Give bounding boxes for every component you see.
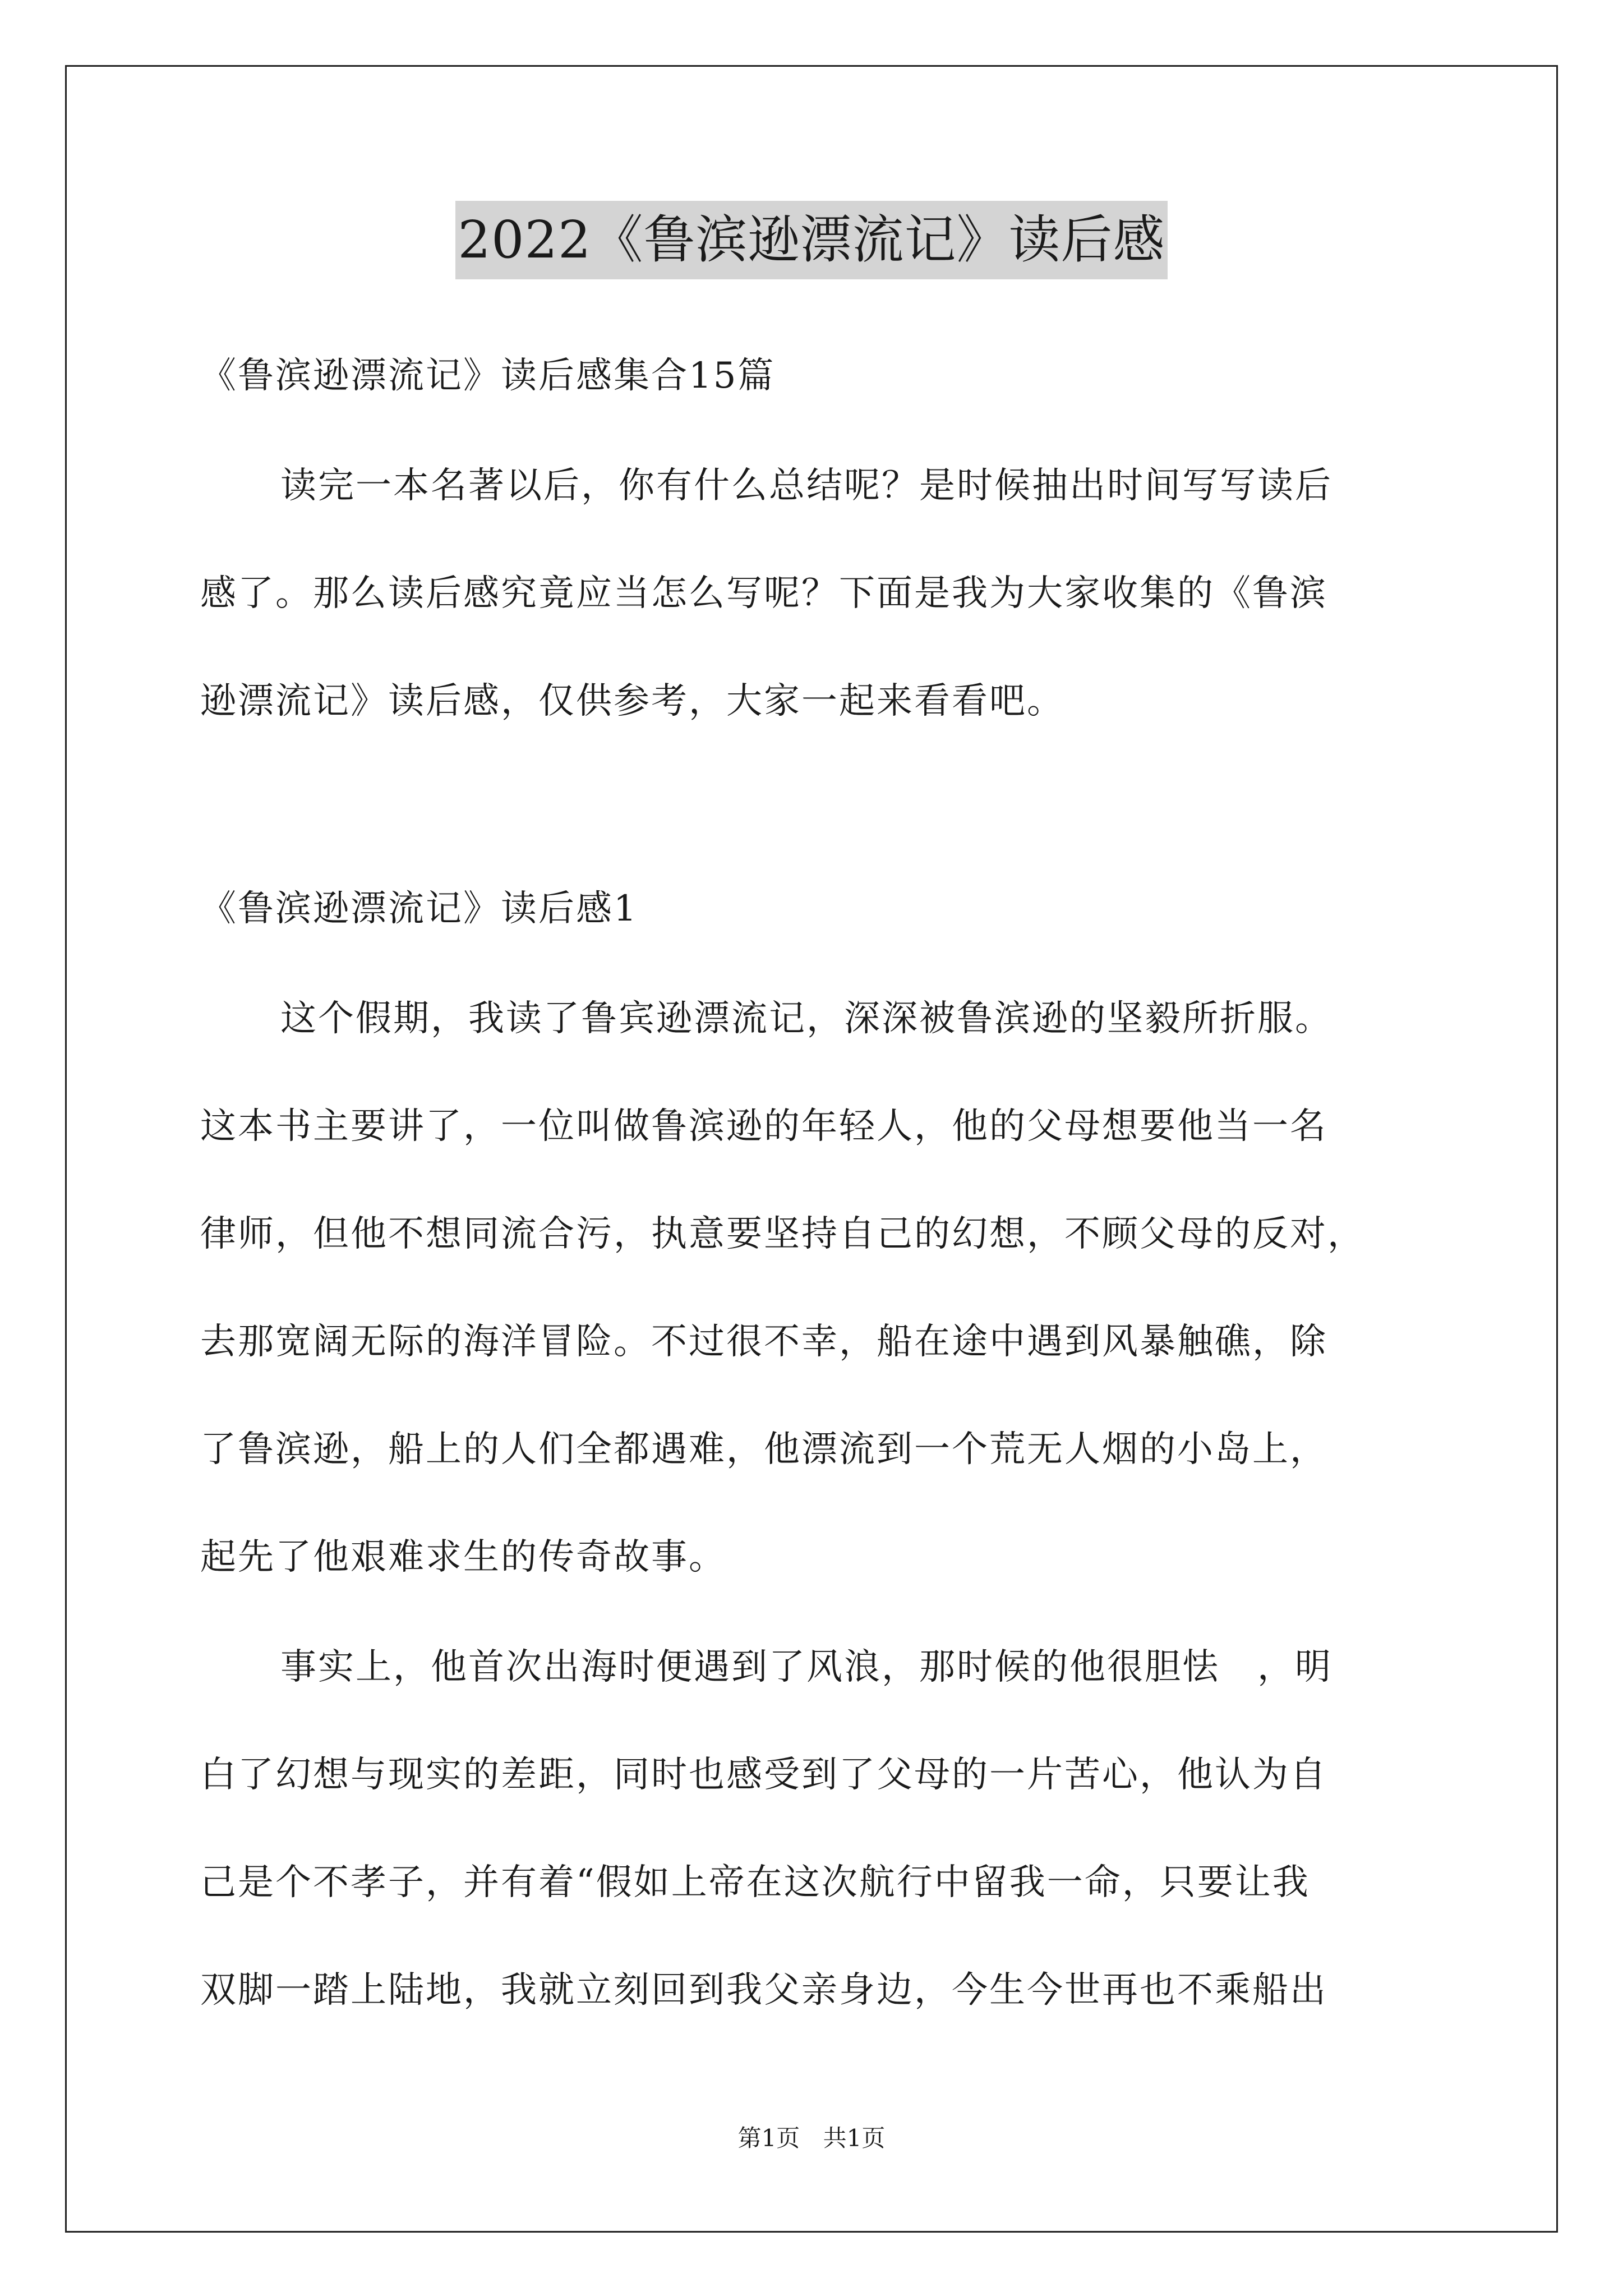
paragraph-line: 这个假期，我读了鲁宾逊漂流记，深深被鲁滨逊的坚毅所折服。 [280, 998, 1332, 1039]
page-footer [0, 2122, 1623, 2155]
paragraph-line: 己是个不孝子，并有着“假如上帝在这次航行中留我一命，只要让我 [200, 1862, 1310, 1903]
intro-line: 逊漂流记》读后感，仅供参考，大家一起来看看吧。 [200, 680, 1064, 722]
paragraph-line: 去那宽阔无际的海洋冒险。不过很不幸，船在途中遇到风暴触礁，除 [200, 1321, 1327, 1363]
paragraph-line: 这本书主要讲了，一位叫做鲁滨逊的年轻人，他的父母想要他当一名 [200, 1106, 1327, 1147]
page-number: 第1页 [737, 2124, 800, 2152]
intro-line: 读完一本名著以后，你有什么总结呢？是时候抽出时间写写读后 [280, 465, 1332, 507]
paragraph-line: 白了幻想与现实的差距，同时也感受到了父母的一片苦心，他认为自 [200, 1754, 1327, 1796]
title-container [0, 201, 1623, 279]
subtitle: 《鲁滨逊漂流记》读后感集合15篇 [200, 355, 776, 397]
page-total: 共1页 [823, 2124, 886, 2152]
paragraph-line: 了鲁滨逊，船上的人们全都遇难，他漂流到一个荒无人烟的小岛上， [200, 1429, 1327, 1470]
section-heading: 《鲁滨逊漂流记》读后感1 [200, 888, 638, 930]
paragraph-line: 起先了他艰难求生的传奇故事。 [200, 1536, 726, 1578]
paragraph-line: 律师，但他不想同流合污，执意要坚持自己的幻想，不顾父母的反对， [200, 1213, 1365, 1255]
paragraph-line: 事实上，他首次出海时便遇到了风浪，那时候的他很胆怯 ，明 [280, 1646, 1332, 1688]
paragraph-line: 双脚一踏上陆地，我就立刻回到我父亲身边，今生今世再也不乘船出 [200, 1970, 1327, 2011]
intro-line: 感了。那么读后感究竟应当怎么写呢？下面是我为大家收集的《鲁滨 [200, 573, 1327, 614]
document-title: 2022《鲁滨逊漂流记》读后感 [455, 201, 1167, 279]
